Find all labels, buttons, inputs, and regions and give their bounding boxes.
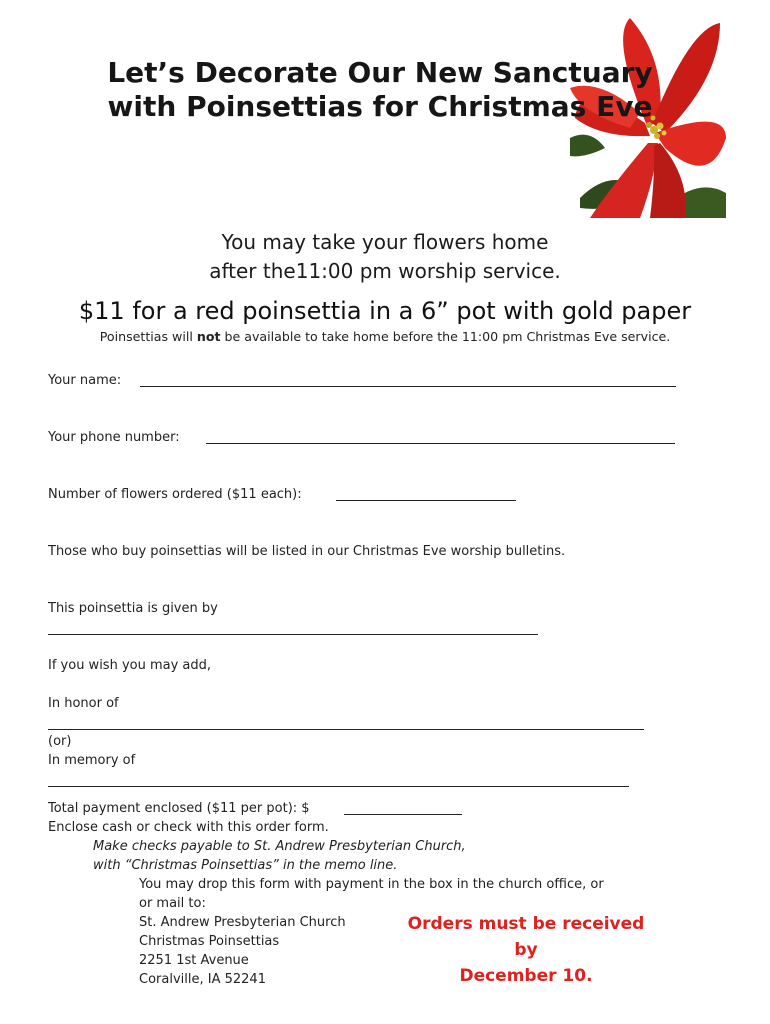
drop-line-1: You may drop this form with payment in the box in the church office, or: [139, 877, 604, 892]
given-by-label: This poinsettia is given by: [48, 601, 218, 616]
name-label: Your name:: [48, 373, 122, 388]
payable-line-2: with “Christmas Poinsettias” in the memo line.: [93, 858, 398, 873]
phone-label: Your phone number:: [48, 430, 180, 445]
price-headline: $11 for a red poinsettia in a 6” pot with gold paper: [78, 297, 692, 325]
address-line-2: Christmas Poinsettias: [139, 934, 280, 949]
drop-line-2: or mail to:: [139, 896, 206, 911]
notice-before: Poinsettias will: [99, 329, 197, 344]
deadline-line-1: Orders must be received by: [407, 914, 645, 960]
deadline-notice: [398, 911, 654, 989]
total-label: Total payment enclosed ($11 per pot): $: [48, 801, 310, 816]
availability-notice: [30, 329, 740, 345]
deadline-line-2: December 10.: [459, 966, 593, 986]
title-line-1: Let’s Decorate Our New Sanctuary: [107, 56, 653, 89]
name-field[interactable]: [140, 386, 676, 387]
listing-note: Those who buy poinsettias will be listed in our Christmas Eve worship bulletins.: [48, 544, 566, 559]
count-field[interactable]: [336, 500, 516, 501]
honor-label: In honor of: [48, 696, 119, 711]
title-line-2: with Poinsettias for Christmas Eve: [107, 90, 653, 123]
phone-field[interactable]: [206, 443, 675, 444]
honor-field[interactable]: [48, 729, 644, 730]
total-field[interactable]: [344, 814, 462, 815]
page-title: [60, 56, 700, 124]
pickup-line-1: You may take your flowers home: [221, 230, 549, 254]
or-label: (or): [48, 734, 72, 749]
memory-label: In memory of: [48, 753, 136, 768]
memory-field[interactable]: [48, 786, 629, 787]
pickup-line-2: after the11:00 pm worship service.: [209, 259, 561, 283]
payable-line-1: Make checks payable to St. Andrew Presbyterian Church,: [93, 839, 466, 854]
address-line-1: St. Andrew Presbyterian Church: [139, 915, 346, 930]
optional-note: If you wish you may add,: [48, 658, 212, 673]
pickup-note: [120, 228, 650, 286]
notice-after: be available to take home before the 11:00 pm Christmas Eve service.: [220, 329, 671, 344]
enclose-note: Enclose cash or check with this order form.: [48, 820, 329, 835]
address-line-4: Coralville, IA 52241: [139, 972, 266, 987]
given-by-field[interactable]: [48, 634, 538, 635]
notice-bold: not: [196, 329, 221, 344]
count-label: Number of flowers ordered ($11 each):: [48, 487, 302, 502]
address-line-3: 2251 1st Avenue: [139, 953, 249, 968]
